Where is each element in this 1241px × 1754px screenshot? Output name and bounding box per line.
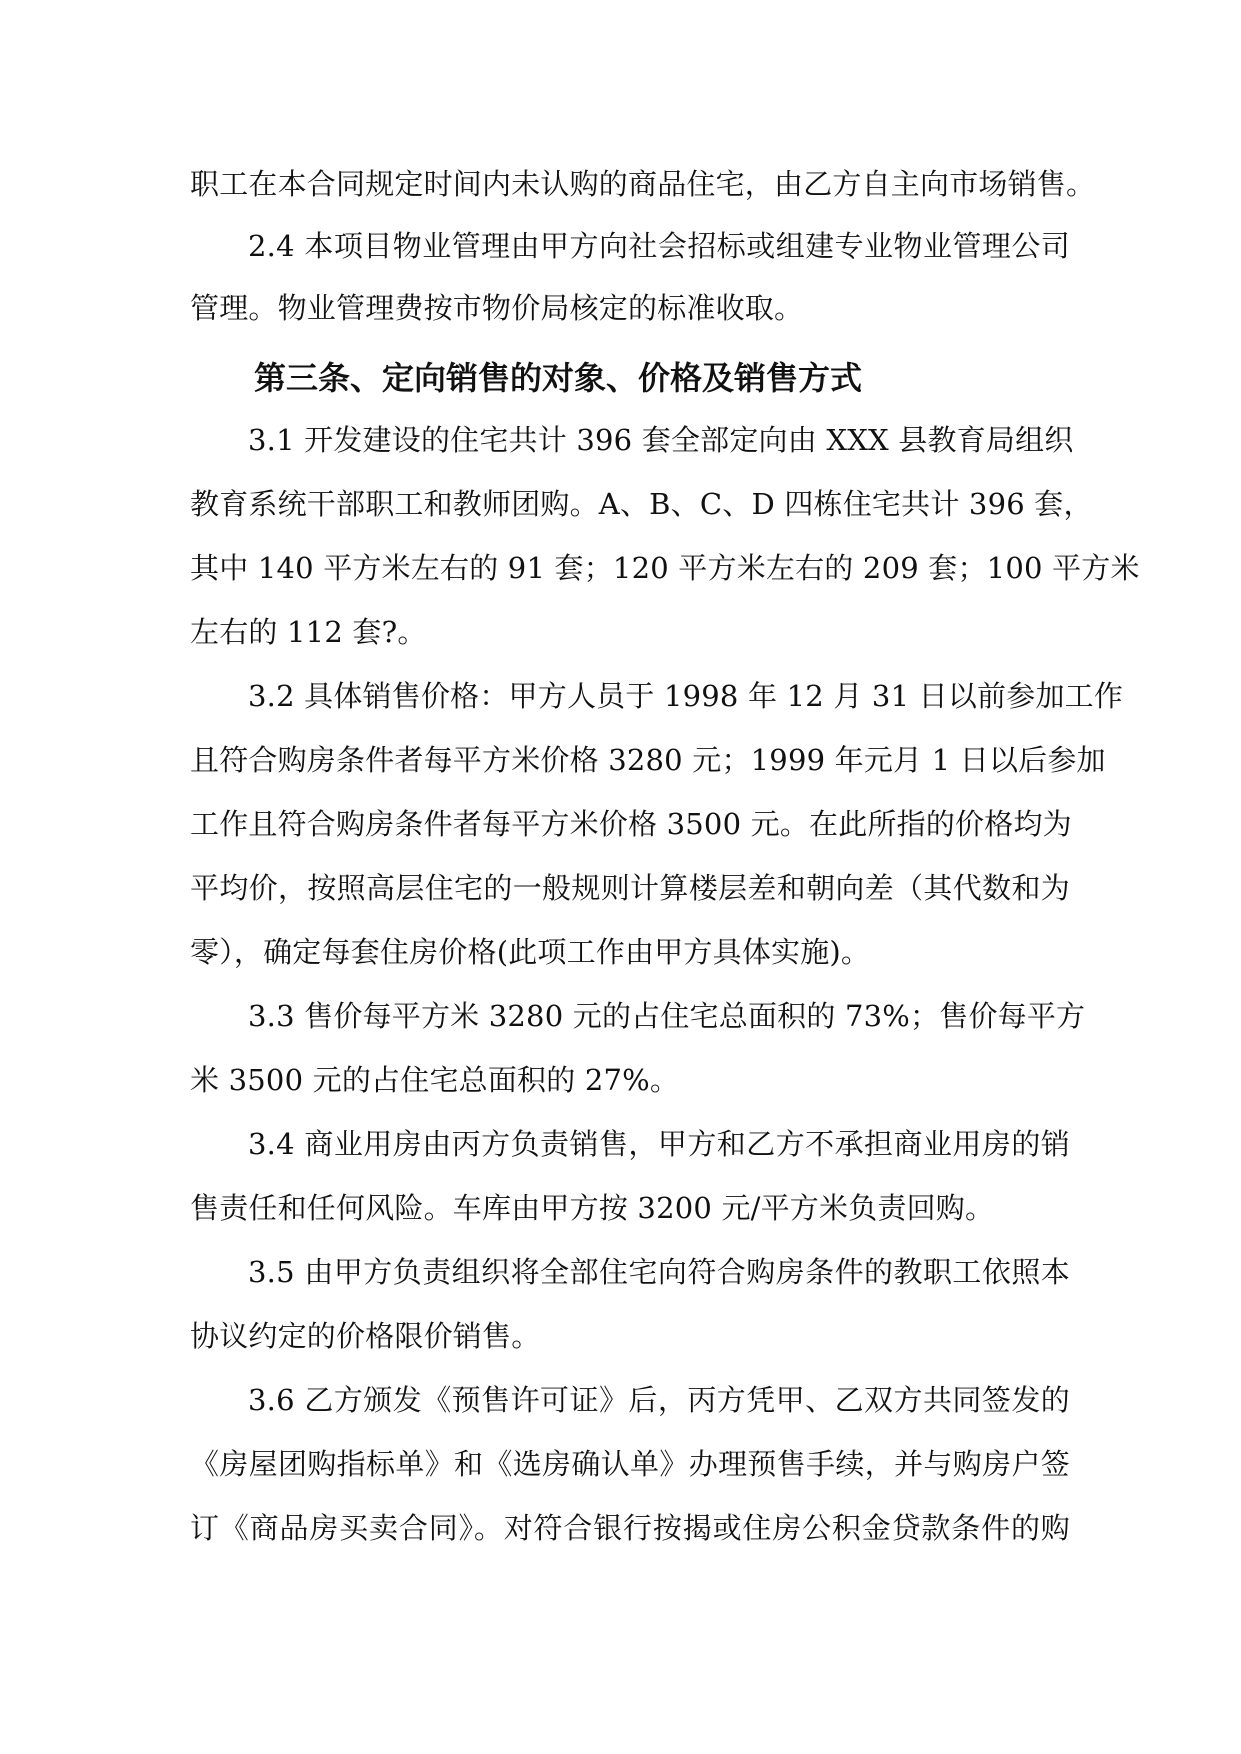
paragraph-line: 3.5 由甲方负责组织将全部住宅向符合购房条件的教职工依照本 <box>248 1255 1070 1289</box>
paragraph-line: 3.1 开发建设的住宅共计 396 套全部定向由 XXX 县教育局组织 <box>248 423 1074 457</box>
paragraph-line: 《房屋团购指标单》和《选房确认单》办理预售手续，并与购房户签 <box>190 1447 1070 1481</box>
paragraph-line: 订《商品房买卖合同》。对符合银行按揭或住房公积金贷款条件的购 <box>190 1511 1070 1545</box>
paragraph-line: 且符合购房条件者每平方米价格 3280 元；1999 年元月 1 日以后参加 <box>190 743 1106 777</box>
paragraph-line: 管理。物业管理费按市物价局核定的标准收取。 <box>190 291 804 325</box>
paragraph-line: 2.4 本项目物业管理由甲方向社会招标或组建专业物业管理公司 <box>248 229 1070 263</box>
paragraph-line: 米 3500 元的占住宅总面积的 27%。 <box>190 1063 680 1097</box>
paragraph-line: 3.2 具体销售价格：甲方人员于 1998 年 12 月 31 日以前参加工作 <box>248 679 1124 713</box>
paragraph-line: 协议约定的价格限价销售。 <box>190 1319 541 1353</box>
section-heading: 第三条、定向销售的对象、价格及销售方式 <box>254 359 863 397</box>
paragraph-line: 平均价，按照高层住宅的一般规则计算楼层差和朝向差（其代数和为 <box>190 871 1070 905</box>
paragraph-line: 售责任和任何风险。车库由甲方按 3200 元/平方米负责回购。 <box>190 1191 995 1225</box>
paragraph-line: 工作且符合购房条件者每平方米价格 3500 元。在此所指的价格均为 <box>190 807 1072 841</box>
paragraph-line: 3.3 售价每平方米 3280 元的占住宅总面积的 73%；售价每平方 <box>248 999 1086 1033</box>
paragraph-line: 零），确定每套住房价格(此项工作由甲方具体实施)。 <box>190 935 871 969</box>
paragraph-line: 3.4 商业用房由丙方负责销售，甲方和乙方不承担商业用房的销 <box>248 1127 1070 1161</box>
paragraph-line: 3.6 乙方颁发《预售许可证》后，丙方凭甲、乙双方共同签发的 <box>248 1383 1070 1417</box>
paragraph-line: 教育系统干部职工和教师团购。A、B、C、D 四栋住宅共计 396 套， <box>190 487 1093 521</box>
paragraph-line: 左右的 112 套?。 <box>190 615 427 649</box>
paragraph-line: 其中 140 平方米左右的 91 套；120 平方米左右的 209 套；100 平方米 <box>190 551 1140 585</box>
paragraph-line: 职工在本合同规定时间内未认购的商品住宅，由乙方自主向市场销售。 <box>190 167 1096 201</box>
